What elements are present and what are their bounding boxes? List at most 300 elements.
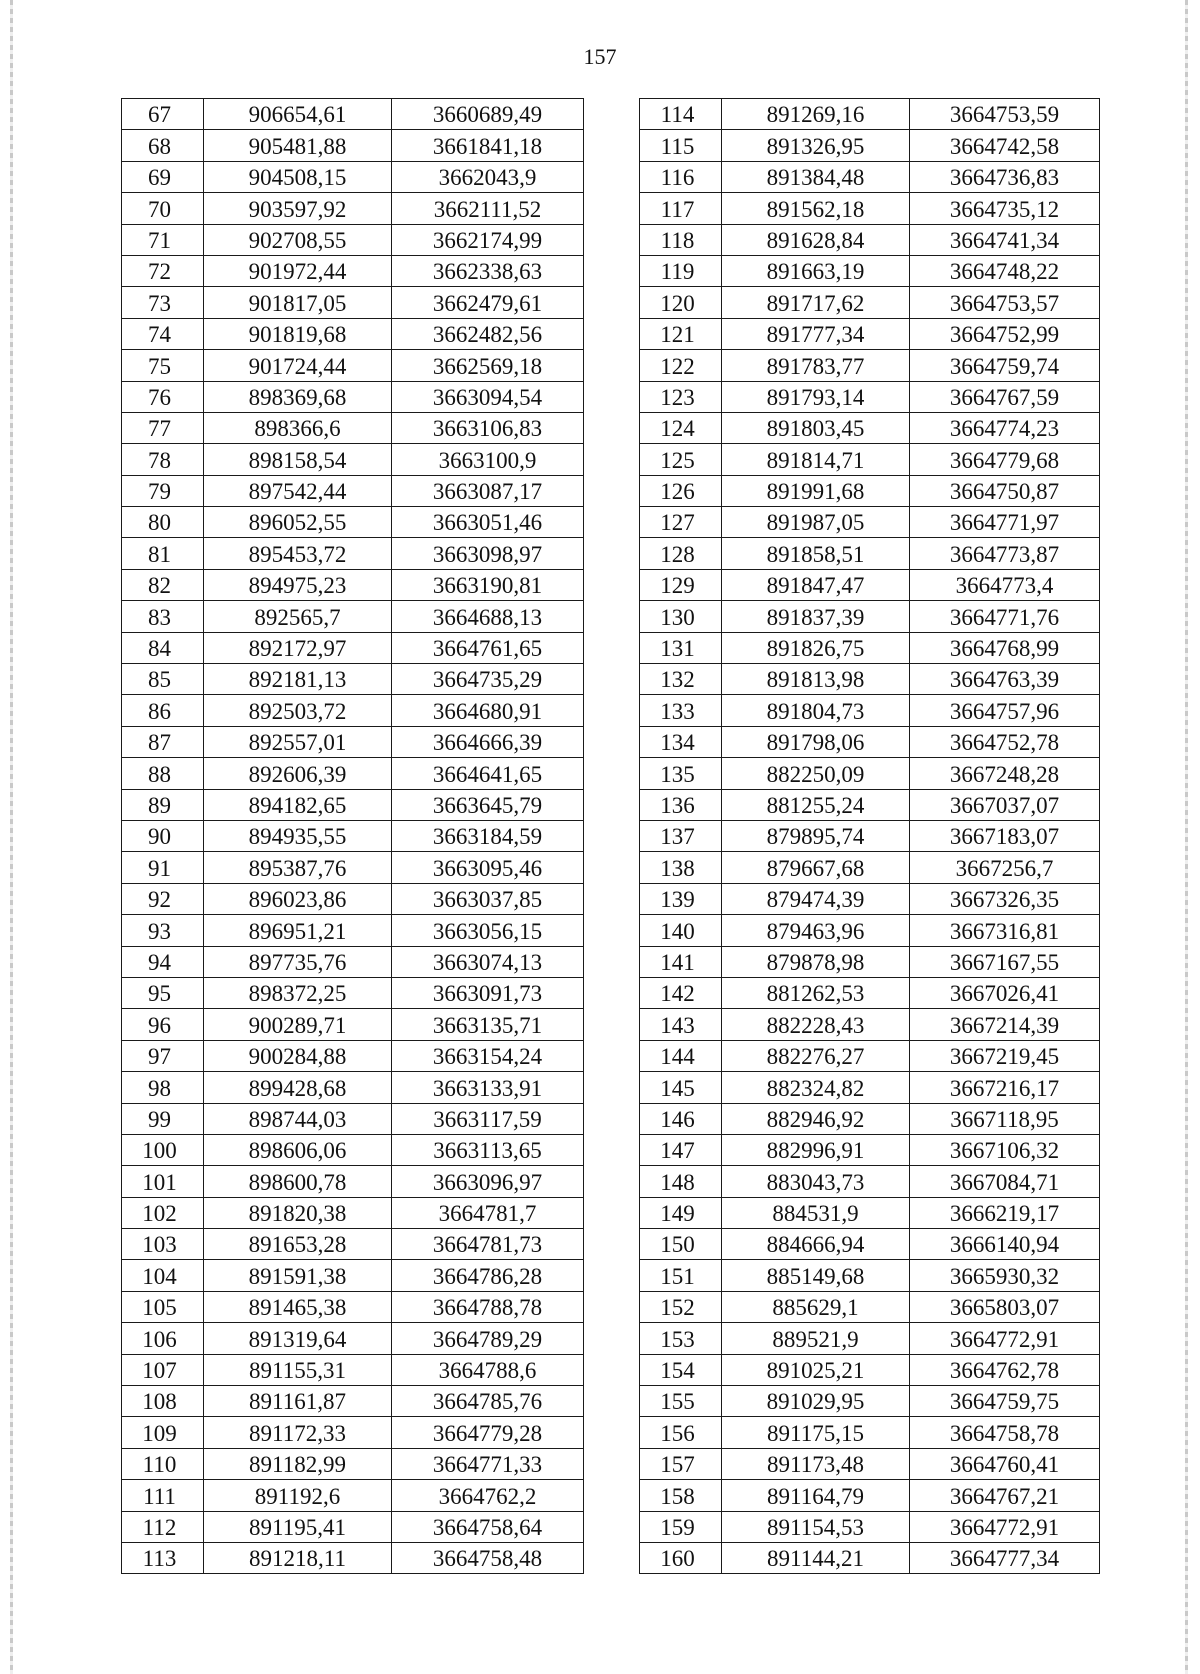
x-coordinate-cell: 897542,44 — [204, 475, 392, 506]
x-coordinate-cell: 891717,62 — [722, 287, 910, 318]
point-number-cell: 78 — [122, 444, 204, 475]
y-coordinate-cell: 3664762,78 — [910, 1354, 1100, 1385]
point-number-cell: 132 — [640, 664, 722, 695]
table-row — [640, 318, 1100, 349]
table-row — [122, 1197, 584, 1228]
point-number-cell: 148 — [640, 1166, 722, 1197]
y-coordinate-cell: 3663106,83 — [392, 412, 584, 443]
x-coordinate-cell: 899428,68 — [204, 1072, 392, 1103]
x-coordinate-cell: 901972,44 — [204, 255, 392, 286]
y-coordinate-cell: 3667106,32 — [910, 1134, 1100, 1165]
point-number-cell: 74 — [122, 318, 204, 349]
point-number-cell: 91 — [122, 852, 204, 883]
page-number: 157 — [583, 44, 617, 69]
table-row — [122, 1480, 584, 1511]
table-row — [122, 412, 584, 443]
y-coordinate-cell: 3664758,78 — [910, 1417, 1100, 1448]
table-row — [640, 538, 1100, 569]
table-row — [640, 1291, 1100, 1322]
y-coordinate-cell: 3663133,91 — [392, 1072, 584, 1103]
x-coordinate-cell: 891783,77 — [722, 350, 910, 381]
x-coordinate-cell: 897735,76 — [204, 946, 392, 977]
y-coordinate-cell: 3664786,28 — [392, 1260, 584, 1291]
table-row — [640, 758, 1100, 789]
table-row — [640, 255, 1100, 286]
table-row — [122, 1511, 584, 1542]
x-coordinate-cell: 891814,71 — [722, 444, 910, 475]
x-coordinate-cell: 884666,94 — [722, 1229, 910, 1260]
table-row — [640, 664, 1100, 695]
x-coordinate-cell: 891663,19 — [722, 255, 910, 286]
table-row — [122, 820, 584, 851]
x-coordinate-cell: 901819,68 — [204, 318, 392, 349]
table-row — [640, 193, 1100, 224]
table-row — [640, 726, 1100, 757]
x-coordinate-cell: 891628,84 — [722, 224, 910, 255]
y-coordinate-cell: 3667167,55 — [910, 946, 1100, 977]
x-coordinate-cell: 891987,05 — [722, 507, 910, 538]
x-coordinate-cell: 883043,73 — [722, 1166, 910, 1197]
x-coordinate-cell: 891269,16 — [722, 99, 910, 130]
x-coordinate-cell: 895387,76 — [204, 852, 392, 883]
table-row — [640, 1354, 1100, 1385]
point-number-cell: 158 — [640, 1480, 722, 1511]
coordinates-table-left — [121, 98, 584, 1574]
table-row — [640, 632, 1100, 663]
x-coordinate-cell: 894182,65 — [204, 789, 392, 820]
table-row — [122, 224, 584, 255]
x-coordinate-cell: 891326,95 — [722, 130, 910, 161]
table-row — [122, 883, 584, 914]
y-coordinate-cell: 3667256,7 — [910, 852, 1100, 883]
table-row — [122, 1386, 584, 1417]
table-row — [640, 820, 1100, 851]
table-row — [640, 350, 1100, 381]
x-coordinate-cell: 892172,97 — [204, 632, 392, 663]
x-coordinate-cell: 891826,75 — [722, 632, 910, 663]
y-coordinate-cell: 3663117,59 — [392, 1103, 584, 1134]
table-row — [122, 1229, 584, 1260]
y-coordinate-cell: 3664774,23 — [910, 412, 1100, 443]
point-number-cell: 157 — [640, 1448, 722, 1479]
x-coordinate-cell: 891991,68 — [722, 475, 910, 506]
y-coordinate-cell: 3664779,68 — [910, 444, 1100, 475]
x-coordinate-cell: 891591,38 — [204, 1260, 392, 1291]
table-row — [122, 1166, 584, 1197]
table-row — [640, 287, 1100, 318]
y-coordinate-cell: 3664742,58 — [910, 130, 1100, 161]
x-coordinate-cell: 891653,28 — [204, 1229, 392, 1260]
x-coordinate-cell: 879463,96 — [722, 915, 910, 946]
x-coordinate-cell: 891820,38 — [204, 1197, 392, 1228]
x-coordinate-cell: 906654,61 — [204, 99, 392, 130]
y-coordinate-cell: 3663645,79 — [392, 789, 584, 820]
y-coordinate-cell: 3665930,32 — [910, 1260, 1100, 1291]
scan-edge-right — [1185, 0, 1188, 1674]
y-coordinate-cell: 3662338,63 — [392, 255, 584, 286]
y-coordinate-cell: 3664736,83 — [910, 161, 1100, 192]
x-coordinate-cell: 892565,7 — [204, 601, 392, 632]
table-row — [640, 507, 1100, 538]
table-row — [122, 255, 584, 286]
point-number-cell: 117 — [640, 193, 722, 224]
table-row — [122, 852, 584, 883]
y-coordinate-cell: 3667084,71 — [910, 1166, 1100, 1197]
y-coordinate-cell: 3664688,13 — [392, 601, 584, 632]
x-coordinate-cell: 881262,53 — [722, 977, 910, 1008]
x-coordinate-cell: 891218,11 — [204, 1542, 392, 1573]
x-coordinate-cell: 901817,05 — [204, 287, 392, 318]
table-row — [122, 601, 584, 632]
point-number-cell: 83 — [122, 601, 204, 632]
point-number-cell: 99 — [122, 1103, 204, 1134]
x-coordinate-cell: 891803,45 — [722, 412, 910, 443]
table-row — [122, 915, 584, 946]
table-row — [122, 1103, 584, 1134]
point-number-cell: 159 — [640, 1511, 722, 1542]
point-number-cell: 69 — [122, 161, 204, 192]
y-coordinate-cell: 3664750,87 — [910, 475, 1100, 506]
table-row — [122, 130, 584, 161]
table-row — [640, 1417, 1100, 1448]
point-number-cell: 134 — [640, 726, 722, 757]
point-number-cell: 98 — [122, 1072, 204, 1103]
table-row — [640, 475, 1100, 506]
x-coordinate-cell: 891154,53 — [722, 1511, 910, 1542]
table-row — [640, 1542, 1100, 1573]
y-coordinate-cell: 3664772,91 — [910, 1323, 1100, 1354]
y-coordinate-cell: 3663037,85 — [392, 883, 584, 914]
table-row — [122, 287, 584, 318]
table-row — [122, 695, 584, 726]
point-number-cell: 154 — [640, 1354, 722, 1385]
y-coordinate-cell: 3663154,24 — [392, 1040, 584, 1071]
point-number-cell: 88 — [122, 758, 204, 789]
point-number-cell: 115 — [640, 130, 722, 161]
table-row — [122, 350, 584, 381]
y-coordinate-cell: 3664781,73 — [392, 1229, 584, 1260]
x-coordinate-cell: 900284,88 — [204, 1040, 392, 1071]
point-number-cell: 143 — [640, 1009, 722, 1040]
point-number-cell: 139 — [640, 883, 722, 914]
y-coordinate-cell: 3663113,65 — [392, 1134, 584, 1165]
y-coordinate-cell: 3664758,64 — [392, 1511, 584, 1542]
x-coordinate-cell: 891161,87 — [204, 1386, 392, 1417]
coordinates-table-left-body — [122, 99, 584, 1574]
x-coordinate-cell: 896951,21 — [204, 915, 392, 946]
point-number-cell: 129 — [640, 569, 722, 600]
y-coordinate-cell: 3664779,28 — [392, 1417, 584, 1448]
y-coordinate-cell: 3664767,59 — [910, 381, 1100, 412]
x-coordinate-cell: 879878,98 — [722, 946, 910, 977]
table-row — [640, 99, 1100, 130]
y-coordinate-cell: 3664771,97 — [910, 507, 1100, 538]
y-coordinate-cell: 3663091,73 — [392, 977, 584, 1008]
y-coordinate-cell: 3667316,81 — [910, 915, 1100, 946]
table-row — [640, 1134, 1100, 1165]
point-number-cell: 151 — [640, 1260, 722, 1291]
x-coordinate-cell: 891562,18 — [722, 193, 910, 224]
y-coordinate-cell: 3664788,6 — [392, 1354, 584, 1385]
point-number-cell: 144 — [640, 1040, 722, 1071]
point-number-cell: 123 — [640, 381, 722, 412]
table-row — [640, 569, 1100, 600]
x-coordinate-cell: 891195,41 — [204, 1511, 392, 1542]
y-coordinate-cell: 3663184,59 — [392, 820, 584, 851]
table-row — [122, 1448, 584, 1479]
table-row — [640, 1197, 1100, 1228]
x-coordinate-cell: 898369,68 — [204, 381, 392, 412]
point-number-cell: 156 — [640, 1417, 722, 1448]
y-coordinate-cell: 3664759,74 — [910, 350, 1100, 381]
table-row — [122, 726, 584, 757]
x-coordinate-cell: 901724,44 — [204, 350, 392, 381]
x-coordinate-cell: 891144,21 — [722, 1542, 910, 1573]
x-coordinate-cell: 882276,27 — [722, 1040, 910, 1071]
x-coordinate-cell: 882228,43 — [722, 1009, 910, 1040]
point-number-cell: 84 — [122, 632, 204, 663]
x-coordinate-cell: 905481,88 — [204, 130, 392, 161]
point-number-cell: 145 — [640, 1072, 722, 1103]
x-coordinate-cell: 891172,33 — [204, 1417, 392, 1448]
y-coordinate-cell: 3664772,91 — [910, 1511, 1100, 1542]
table-row — [122, 664, 584, 695]
table-row — [122, 193, 584, 224]
point-number-cell: 138 — [640, 852, 722, 883]
x-coordinate-cell: 896023,86 — [204, 883, 392, 914]
point-number-cell: 87 — [122, 726, 204, 757]
x-coordinate-cell: 898372,25 — [204, 977, 392, 1008]
point-number-cell: 128 — [640, 538, 722, 569]
y-coordinate-cell: 3664741,34 — [910, 224, 1100, 255]
table-row — [122, 1072, 584, 1103]
point-number-cell: 150 — [640, 1229, 722, 1260]
point-number-cell: 152 — [640, 1291, 722, 1322]
y-coordinate-cell: 3664773,4 — [910, 569, 1100, 600]
table-row — [122, 1542, 584, 1573]
table-row — [640, 1103, 1100, 1134]
table-row — [122, 1260, 584, 1291]
point-number-cell: 97 — [122, 1040, 204, 1071]
y-coordinate-cell: 3664771,76 — [910, 601, 1100, 632]
table-row — [122, 632, 584, 663]
table-row — [640, 883, 1100, 914]
x-coordinate-cell: 900289,71 — [204, 1009, 392, 1040]
table-row — [122, 946, 584, 977]
point-number-cell: 105 — [122, 1291, 204, 1322]
scan-edge-left — [10, 0, 13, 1674]
y-coordinate-cell: 3664760,41 — [910, 1448, 1100, 1479]
y-coordinate-cell: 3663135,71 — [392, 1009, 584, 1040]
y-coordinate-cell: 3664735,12 — [910, 193, 1100, 224]
x-coordinate-cell: 891777,34 — [722, 318, 910, 349]
point-number-cell: 89 — [122, 789, 204, 820]
x-coordinate-cell: 892503,72 — [204, 695, 392, 726]
y-coordinate-cell: 3665803,07 — [910, 1291, 1100, 1322]
x-coordinate-cell: 891804,73 — [722, 695, 910, 726]
x-coordinate-cell: 879895,74 — [722, 820, 910, 851]
table-row — [122, 538, 584, 569]
y-coordinate-cell: 3667248,28 — [910, 758, 1100, 789]
table-row — [640, 444, 1100, 475]
y-coordinate-cell: 3664781,7 — [392, 1197, 584, 1228]
coordinates-table-right-body — [640, 99, 1100, 1574]
x-coordinate-cell: 891798,06 — [722, 726, 910, 757]
y-coordinate-cell: 3664768,99 — [910, 632, 1100, 663]
y-coordinate-cell: 3662569,18 — [392, 350, 584, 381]
point-number-cell: 94 — [122, 946, 204, 977]
x-coordinate-cell: 882250,09 — [722, 758, 910, 789]
x-coordinate-cell: 882996,91 — [722, 1134, 910, 1165]
y-coordinate-cell: 3667214,39 — [910, 1009, 1100, 1040]
y-coordinate-cell: 3662479,61 — [392, 287, 584, 318]
table-row — [122, 1009, 584, 1040]
y-coordinate-cell: 3663095,46 — [392, 852, 584, 883]
y-coordinate-cell: 3662111,52 — [392, 193, 584, 224]
table-row — [640, 852, 1100, 883]
table-row — [640, 1323, 1100, 1354]
y-coordinate-cell: 3664753,59 — [910, 99, 1100, 130]
table-row — [640, 601, 1100, 632]
point-number-cell: 70 — [122, 193, 204, 224]
y-coordinate-cell: 3666140,94 — [910, 1229, 1100, 1260]
x-coordinate-cell: 891025,21 — [722, 1354, 910, 1385]
x-coordinate-cell: 892557,01 — [204, 726, 392, 757]
point-number-cell: 75 — [122, 350, 204, 381]
point-number-cell: 80 — [122, 507, 204, 538]
point-number-cell: 160 — [640, 1542, 722, 1573]
x-coordinate-cell: 894935,55 — [204, 820, 392, 851]
table-row — [640, 1166, 1100, 1197]
table-row — [640, 915, 1100, 946]
point-number-cell: 82 — [122, 569, 204, 600]
point-number-cell: 103 — [122, 1229, 204, 1260]
y-coordinate-cell: 3660689,49 — [392, 99, 584, 130]
point-number-cell: 102 — [122, 1197, 204, 1228]
table-row — [640, 1511, 1100, 1542]
point-number-cell: 76 — [122, 381, 204, 412]
point-number-cell: 133 — [640, 695, 722, 726]
point-number-cell: 81 — [122, 538, 204, 569]
x-coordinate-cell: 904508,15 — [204, 161, 392, 192]
point-number-cell: 73 — [122, 287, 204, 318]
table-row — [122, 1354, 584, 1385]
point-number-cell: 142 — [640, 977, 722, 1008]
table-row — [122, 1417, 584, 1448]
x-coordinate-cell: 891164,79 — [722, 1480, 910, 1511]
x-coordinate-cell: 891813,98 — [722, 664, 910, 695]
table-row — [640, 695, 1100, 726]
point-number-cell: 127 — [640, 507, 722, 538]
y-coordinate-cell: 3664761,65 — [392, 632, 584, 663]
x-coordinate-cell: 884531,9 — [722, 1197, 910, 1228]
point-number-cell: 92 — [122, 883, 204, 914]
x-coordinate-cell: 879474,39 — [722, 883, 910, 914]
table-row — [122, 1134, 584, 1165]
y-coordinate-cell: 3664767,21 — [910, 1480, 1100, 1511]
table-row — [122, 99, 584, 130]
y-coordinate-cell: 3662482,56 — [392, 318, 584, 349]
y-coordinate-cell: 3664762,2 — [392, 1480, 584, 1511]
table-row — [640, 412, 1100, 443]
table-row — [122, 789, 584, 820]
y-coordinate-cell: 3667326,35 — [910, 883, 1100, 914]
table-row — [640, 224, 1100, 255]
table-row — [122, 1291, 584, 1322]
point-number-cell: 111 — [122, 1480, 204, 1511]
x-coordinate-cell: 898600,78 — [204, 1166, 392, 1197]
x-coordinate-cell: 898606,06 — [204, 1134, 392, 1165]
y-coordinate-cell: 3664771,33 — [392, 1448, 584, 1479]
point-number-cell: 113 — [122, 1542, 204, 1573]
point-number-cell: 146 — [640, 1103, 722, 1134]
y-coordinate-cell: 3663074,13 — [392, 946, 584, 977]
table-row — [122, 977, 584, 1008]
table-row — [122, 475, 584, 506]
x-coordinate-cell: 895453,72 — [204, 538, 392, 569]
y-coordinate-cell: 3663051,46 — [392, 507, 584, 538]
x-coordinate-cell: 891192,6 — [204, 1480, 392, 1511]
point-number-cell: 79 — [122, 475, 204, 506]
point-number-cell: 96 — [122, 1009, 204, 1040]
point-number-cell: 141 — [640, 946, 722, 977]
x-coordinate-cell: 892606,39 — [204, 758, 392, 789]
point-number-cell: 71 — [122, 224, 204, 255]
y-coordinate-cell: 3663190,81 — [392, 569, 584, 600]
y-coordinate-cell: 3662174,99 — [392, 224, 584, 255]
y-coordinate-cell: 3664641,65 — [392, 758, 584, 789]
x-coordinate-cell: 891793,14 — [722, 381, 910, 412]
y-coordinate-cell: 3664777,34 — [910, 1542, 1100, 1573]
table-row — [640, 1386, 1100, 1417]
x-coordinate-cell: 882324,82 — [722, 1072, 910, 1103]
x-coordinate-cell: 891173,48 — [722, 1448, 910, 1479]
x-coordinate-cell: 881255,24 — [722, 789, 910, 820]
y-coordinate-cell: 3663094,54 — [392, 381, 584, 412]
table-row — [640, 1480, 1100, 1511]
point-number-cell: 109 — [122, 1417, 204, 1448]
point-number-cell: 119 — [640, 255, 722, 286]
point-number-cell: 120 — [640, 287, 722, 318]
x-coordinate-cell: 892181,13 — [204, 664, 392, 695]
point-number-cell: 130 — [640, 601, 722, 632]
y-coordinate-cell: 3663100,9 — [392, 444, 584, 475]
y-coordinate-cell: 3663087,17 — [392, 475, 584, 506]
point-number-cell: 137 — [640, 820, 722, 851]
x-coordinate-cell: 898158,54 — [204, 444, 392, 475]
point-number-cell: 101 — [122, 1166, 204, 1197]
point-number-cell: 112 — [122, 1511, 204, 1542]
y-coordinate-cell: 3667118,95 — [910, 1103, 1100, 1134]
x-coordinate-cell: 898744,03 — [204, 1103, 392, 1134]
x-coordinate-cell: 885629,1 — [722, 1291, 910, 1322]
point-number-cell: 85 — [122, 664, 204, 695]
y-coordinate-cell: 3664752,99 — [910, 318, 1100, 349]
point-number-cell: 95 — [122, 977, 204, 1008]
point-number-cell: 122 — [640, 350, 722, 381]
point-number-cell: 124 — [640, 412, 722, 443]
y-coordinate-cell: 3664666,39 — [392, 726, 584, 757]
x-coordinate-cell: 885149,68 — [722, 1260, 910, 1291]
point-number-cell: 90 — [122, 820, 204, 851]
y-coordinate-cell: 3664748,22 — [910, 255, 1100, 286]
point-number-cell: 121 — [640, 318, 722, 349]
x-coordinate-cell: 879667,68 — [722, 852, 910, 883]
y-coordinate-cell: 3667037,07 — [910, 789, 1100, 820]
x-coordinate-cell: 889521,9 — [722, 1323, 910, 1354]
x-coordinate-cell: 894975,23 — [204, 569, 392, 600]
table-row — [640, 1260, 1100, 1291]
